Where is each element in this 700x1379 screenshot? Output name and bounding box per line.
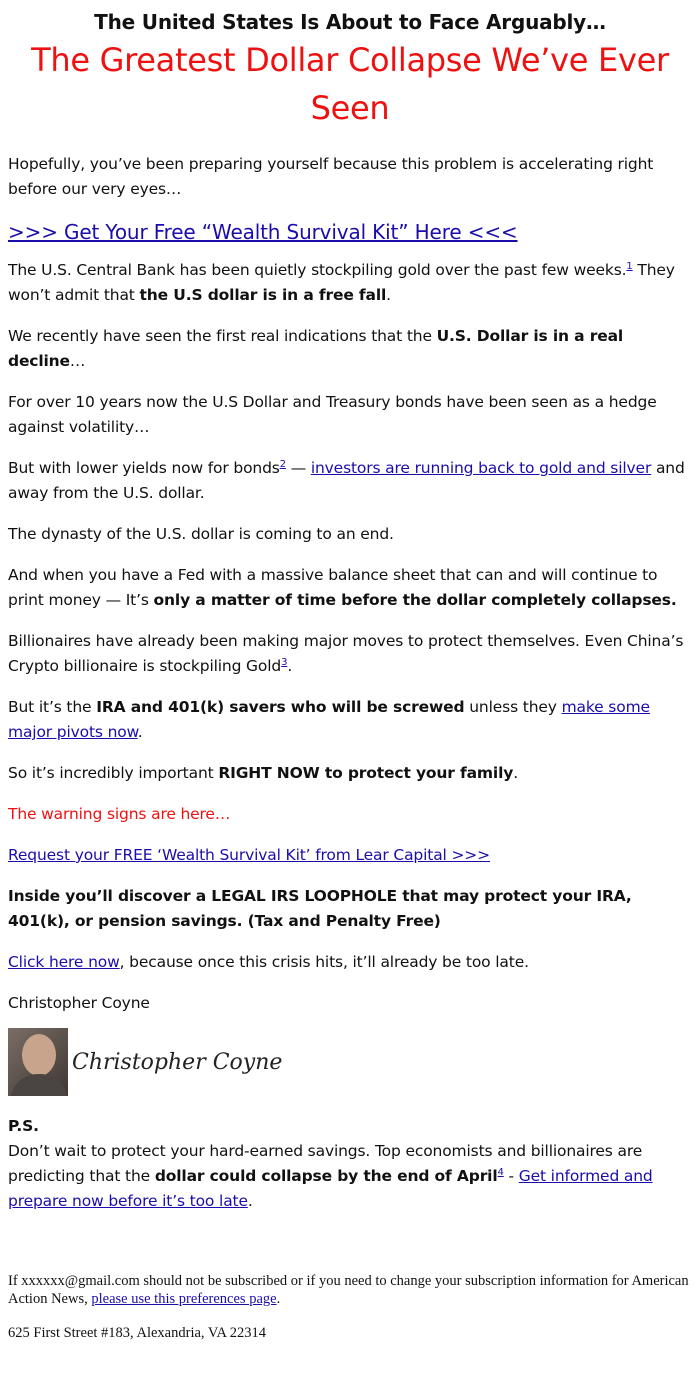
email-body	[0, 10, 700, 1342]
author-photo	[8, 1028, 68, 1096]
mailing-address: 625 First Street #183, Alexandria, VA 22314	[8, 1325, 267, 1341]
ps-label: P.S.	[8, 1117, 39, 1135]
headline: The Greatest Dollar Collapse We’ve Ever Seen	[31, 41, 669, 127]
footnote-3-link[interactable]: 3	[281, 656, 288, 668]
text: .	[276, 1291, 281, 1307]
paragraph-fed	[8, 563, 692, 613]
text: .	[386, 286, 391, 304]
author-name: Christopher Coyne	[8, 994, 150, 1012]
signature-block	[8, 1028, 692, 1096]
email-footer	[8, 1272, 692, 1342]
paragraph-yields	[8, 456, 692, 506]
text: So it’s incredibly important	[8, 764, 219, 782]
text: -	[503, 1167, 519, 1185]
footnote-2-link[interactable]: 2	[279, 458, 286, 470]
loophole-text: Inside you’ll discover a LEGAL IRS LOOPHOLE that may protect your IRA, 401(k), or pension savings. (Tax and Penalty Free)	[8, 887, 632, 930]
text: And when you have a Fed with a massive balance sheet that can and will continue to print money — It’s	[8, 566, 658, 609]
text: .	[287, 657, 293, 675]
text: .	[513, 764, 518, 782]
text: —	[285, 459, 311, 477]
paragraph-click-here	[8, 950, 692, 975]
text: Billionaires have already been making major moves to protect themselves. Even China’s Crypto billionaire is stockpiling Gold	[8, 632, 684, 675]
kicker-heading: The United States Is About to Face Arguably…	[94, 10, 606, 34]
bold-text: RIGHT NOW to protect your family	[218, 764, 514, 782]
text: The U.S. Central Bank has been quietly stockpiling gold over the past few weeks.	[8, 261, 627, 279]
request-kit-link[interactable]: Request your FREE ‘Wealth Survival Kit’ from Lear Capital >>>	[8, 846, 490, 864]
paragraph-decline	[8, 324, 692, 374]
text: We recently have seen the first real indications that the	[8, 327, 437, 345]
click-here-link[interactable]: Click here now	[8, 953, 120, 971]
text: …	[69, 352, 86, 370]
major-pivots-link[interactable]: make some major pivots now	[8, 698, 650, 741]
bold-text: IRA and 401(k) savers who will be screwed	[96, 698, 465, 716]
paragraph-central-bank	[8, 258, 692, 308]
footnote-4-link[interactable]: 4	[497, 1166, 504, 1178]
unsubscribe-notice	[8, 1272, 692, 1308]
paragraph-dynasty: The dynasty of the U.S. dollar is coming to an end.	[8, 525, 394, 543]
text: and away from the U.S. dollar.	[8, 459, 685, 502]
text: , because once this crisis hits, it’ll already be too late.	[119, 953, 529, 971]
gold-silver-link[interactable]: investors are running back to gold and silver	[310, 459, 652, 477]
paragraph-hedge: For over 10 years now the U.S Dollar and Treasury bonds have been seen as a hedge against volatility…	[8, 393, 657, 436]
paragraph-protect-family	[8, 761, 692, 786]
paragraph-ira-savers	[8, 695, 692, 745]
warning-text: The warning signs are here…	[8, 805, 231, 823]
text: But with lower yields now for bonds	[8, 459, 280, 477]
text: If xxxxxx@gmail.com should not be subscribed or if you need to change your subscription information for American Action News,	[8, 1273, 689, 1307]
paragraph-billionaires	[8, 629, 692, 679]
free-kit-cta-link[interactable]: >>> Get Your Free “Wealth Survival Kit” Here <<<	[8, 220, 518, 244]
footnote-1-link[interactable]: 1	[626, 260, 633, 272]
intro-paragraph: Hopefully, you’ve been preparing yourself because this problem is accelerating right before our very eyes…	[8, 155, 654, 198]
text: They won’t admit that	[8, 261, 675, 304]
postscript	[8, 1114, 692, 1214]
text: unless they	[464, 698, 562, 716]
bold-text: only a matter of time before the dollar completely collapses.	[153, 591, 677, 609]
text: Don’t wait to protect your hard-earned savings. Top economists and billionaires are predicting that the	[8, 1142, 643, 1185]
get-informed-link[interactable]: Get informed and prepare now before it’s too late	[8, 1167, 653, 1210]
bold-text: dollar could collapse by the end of April	[154, 1167, 498, 1185]
text: But it’s the	[8, 698, 97, 716]
text: .	[137, 723, 143, 741]
preferences-page-link[interactable]: please use this preferences page	[91, 1291, 277, 1307]
text: .	[247, 1192, 253, 1210]
handwritten-signature: Christopher Coyne	[72, 1049, 283, 1075]
bold-text: U.S. Dollar is in a real decline	[8, 327, 624, 370]
bold-text: the U.S dollar is in a free fall	[139, 286, 387, 304]
